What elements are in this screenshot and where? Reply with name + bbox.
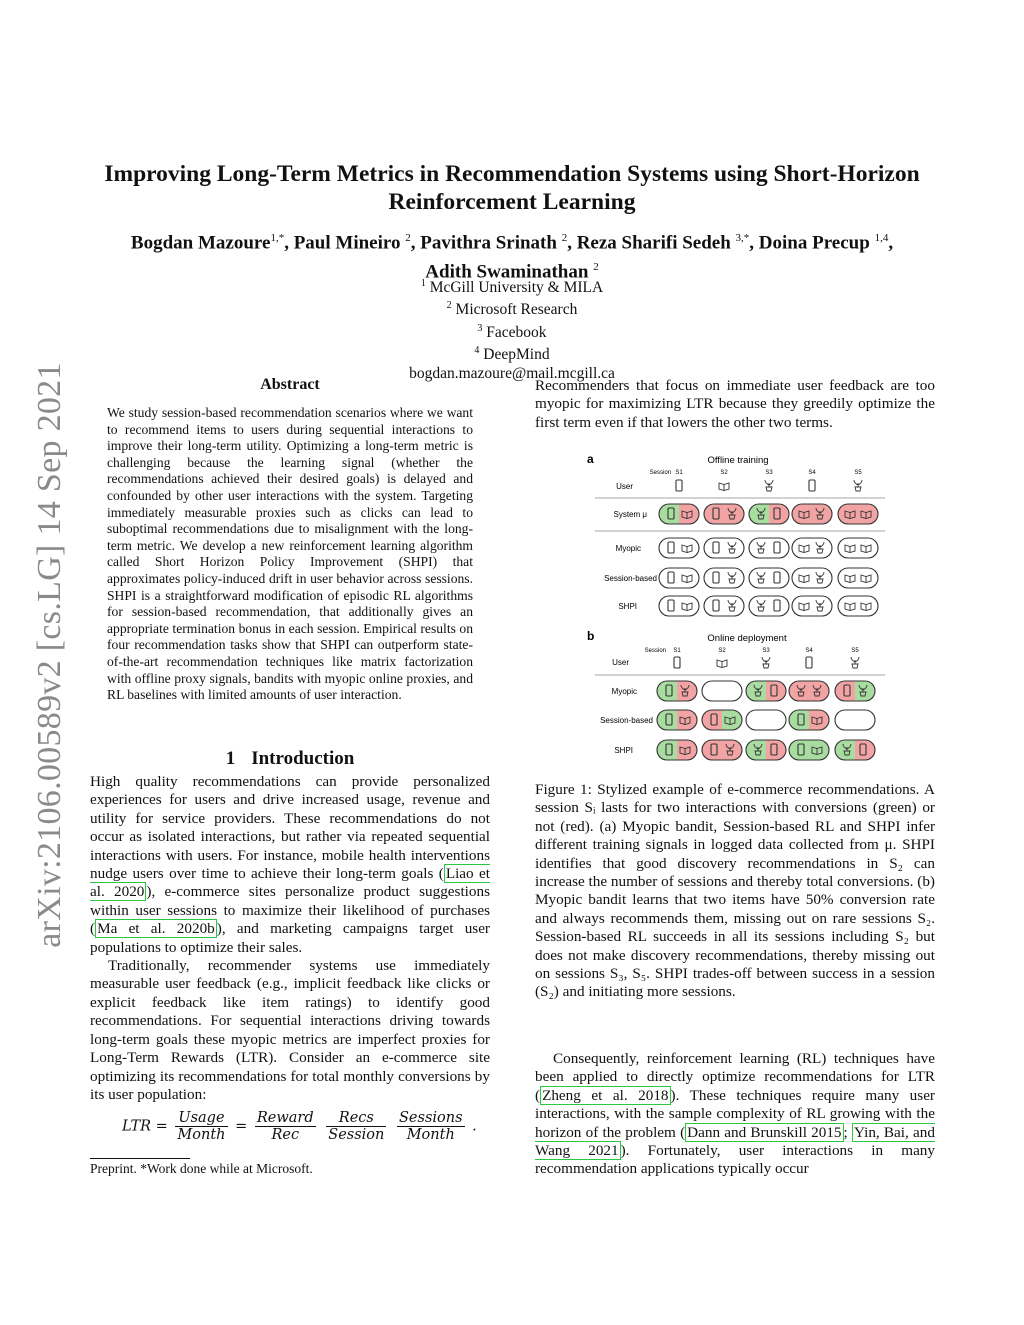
affil-sup: 3 [477,322,483,334]
citation-link[interactable]: Zheng et al. 2018 [542,1086,669,1104]
paragraph-text: Recommenders that focus on immediate user feedback are too myopic for maximizing LTR because they greedily optimize the first term even if that lowers the other two terms. [535,377,935,431]
affiliation [80,275,944,297]
email: bogdan.mazoure@mail.mcgill.ca [409,364,615,382]
abstract-heading: Abstract [260,376,320,393]
phone-icon [809,480,815,491]
citation-link[interactable]: Ma et al. 2020b [97,920,215,938]
plant-icon [854,480,862,491]
plant-icon [762,657,770,668]
eq-end: . [472,1118,477,1135]
figure-1 [585,448,885,778]
panel-a-session-label: Session [649,470,671,476]
text-run: ; [843,1123,852,1141]
affiliation [80,320,944,342]
eq-num: Recs [326,1110,386,1127]
affil-sup: 2 [446,300,452,312]
figure-svg [585,448,885,778]
affil-name: Facebook [486,324,547,342]
right-paragraph-1 [535,377,935,432]
session-label: S2 [720,470,728,476]
text-run: ), e-commerce sites personalize product suggestions within user sessions to maximize their likelihood of purchases ( [90,883,490,938]
section-number: 1 [225,748,236,769]
text-run: ). Fortunately, user interactions in many recommendation applications typically occur [535,1142,935,1178]
session-label: S3 [765,470,773,476]
figure-caption: Figure 1: Stylized example of e-commerce recommendations. A session Sᵢ lasts for two interactions with conversions (green) or not (red). (a) Myopic bandit, Session-based RL and SHPI infer different training signals in logged data collected from μ. SHPI identifies that good discovery recommendations in S₂ can increase the number of sessions and thereby total conversions. (b) Myopic bandit learns that two items have 50% conversion rate and always recommends them, missing out on rare sessions S₂. Session-based RL succeeds in all its sessions including S₂ but does not make discovery recommendations, thereby missing out on sessions S₃, S₅. SHPI trades-off between success in a session (S₂) and initiating more sessions. [535,781,935,1001]
eq-den: Session [328,1127,385,1143]
text-run: Consequently, reinforcement learning (RL) techniques have been applied to directly optimize recommendations for LTR ( [535,1050,935,1104]
row-label: SHPI [614,746,633,755]
text-run: ). These techniques require many user interactions, with the sample complexity of RL growing with the horizon of the problem ( [535,1086,935,1141]
text-run: High quality recommendations can provide personalized experiences for users and drive increased usage, revenue and utility for service providers. These recommendations do not occur as isolated interactions, but rather via repeated sequential interactions with users. For instance, mobile health interventions nudge users over time to achieve their long-term goals ( [90,773,490,883]
phone-icon [806,657,812,668]
book-icon [719,483,729,491]
row-label: User [616,482,633,491]
session-label: S5 [851,648,859,654]
section-heading-intro [90,748,490,770]
eq-num: Usage [175,1110,227,1127]
eq-den: Month [406,1127,455,1143]
affil-name: Microsoft Research [455,301,578,319]
book-icon [717,660,727,668]
author: Doina Precup [758,232,870,254]
text-run: ), and marketing campaigns target user populations to optimize their sales. [90,920,490,956]
author: Bogdan Mazoure [130,232,271,254]
eq-num: Sessions [398,1110,463,1126]
row-label: Myopic [615,544,641,553]
intro-body [90,773,490,1104]
author-sup: 1,* [270,232,285,244]
intro-paragraph-2: Traditionally, recommender systems use immediately measurable user feedback (e.g., implicit feedback like clicks or explicit feedback like item ratings) to identify good recommendations. For sequential interactions driving towards long-term goals these myopic metrics are imperfect proxies for Long-Term Rewards (LTR). Consider an e-commerce site optimizing its recommendations for total monthly conversions by its user population: [90,957,490,1103]
session-label: S1 [675,470,683,476]
session-label: S2 [718,648,726,654]
session-pills [657,480,878,760]
author: Reza Sharifi Sedeh [576,232,731,254]
session-label: S4 [808,470,816,476]
abstract-text: We study session-based recommendation scenarios where we want to recommend items to users during sequential interactions to improve their long-term utility. Optimizing a long-term metric is challenging because the learning signal (whether the recommendations achieved their desired goals) is delayed and confounded by other user interactions with the system. Targeting immediately measurable proxies such as clicks can lead to suboptimal recommendations due to misalignment with the long-term metric. We develop a new reinforcement learning algorithm called Short Horizon Policy Improvement (SHPI) that approximates policy-induced drift in user behavior across sessions. SHPI is a straightforward modification of episodic RL algorithms for session-based recommendation, that additionally gives an appropriate termination bonus in each session. Empirical results on four recommendation tasks show that SHPI can outperform state-of-the-art recommendation techniques like matrix factorization with offline proxy signals, bandits with myopic online proxies, and RL baselines with limited amounts of user interaction. [107,405,473,703]
plant-icon [851,657,859,668]
paper-title: Improving Long-Term Metrics in Recommendation Systems using Short-Horizon Reinforcement Learning [104,161,920,215]
panel-b-session-label: Session [644,648,666,654]
affil-name: DeepMind [483,346,550,364]
ltr-equation [90,1110,490,1156]
citation-link[interactable]: Yin, Bai, and Wang 2021 [535,1123,935,1160]
author-sup: 1,4 [874,232,889,244]
affil-sup: 1 [420,278,426,289]
affil-sup: 4 [474,345,480,357]
phone-icon [674,657,680,668]
panel-a-letter: a [587,452,594,466]
author-sup: 2 [405,232,411,244]
citation-link[interactable]: Dann and Brunskill 2015 [687,1123,842,1141]
row-label: System μ [613,510,647,519]
session-label: S3 [762,648,770,654]
author-line-1: Bogdan Mazoure$^{1,*}$, Paul Mineiro $^2$, Pavithra Srinath $^2$, Reza Sharifi Sedeh $^{3,*}$, Doina Precup $^{1,4}$, [130,232,894,254]
eq-den: Month [177,1127,226,1143]
affiliation [80,342,944,364]
eq-equals: = [235,1118,248,1135]
author: Pavithra Srinath [420,232,557,254]
eq-fraction [255,1110,316,1143]
affil-name: McGill University & MILA [429,279,604,297]
panel-b-title: Online deployment [707,633,787,644]
section-title: Introduction [251,748,355,769]
row-label: User [612,658,629,667]
panel-a-title: Offline training [707,455,769,466]
phone-icon [676,480,682,491]
plant-icon [765,480,773,491]
paragraph-text [535,1050,935,1179]
arxiv-stamp [30,360,70,950]
row-label: Session-based [604,574,657,583]
eq-fraction [397,1110,465,1143]
intro-paragraph-1 [90,773,490,957]
author: Paul Mineiro [293,232,401,254]
row-label: Session-based [600,716,653,725]
row-label: SHPI [618,602,637,611]
eq-den: Rec [271,1127,300,1143]
eq-fraction [326,1110,386,1143]
author-sup: 3,* [735,232,750,244]
affiliation [80,297,944,319]
author-sup: 2 [561,232,568,244]
citation-link[interactable]: Liao et al. 2020 [90,865,490,901]
session-label: S4 [805,648,813,654]
right-paragraph-2 [535,1050,935,1179]
eq-fraction [175,1110,227,1143]
row-label: Myopic [611,687,637,696]
footnote: Preprint. *Work done while at Microsoft. [90,1161,313,1176]
author-sup: 2 [593,261,599,274]
author: Adith Swaminathan [425,261,589,283]
session-label: S5 [854,470,862,476]
session-label: S1 [673,648,681,654]
eq-num: Reward [256,1110,314,1126]
panel-b-letter: b [587,629,595,643]
footnote-rule [90,1158,190,1159]
arxiv-id: arXiv:2106.00589v2 [cs.LG] 14 Sep 2021 [31,362,68,948]
affiliations [80,275,944,383]
eq-lhs: LTR = [122,1118,168,1135]
